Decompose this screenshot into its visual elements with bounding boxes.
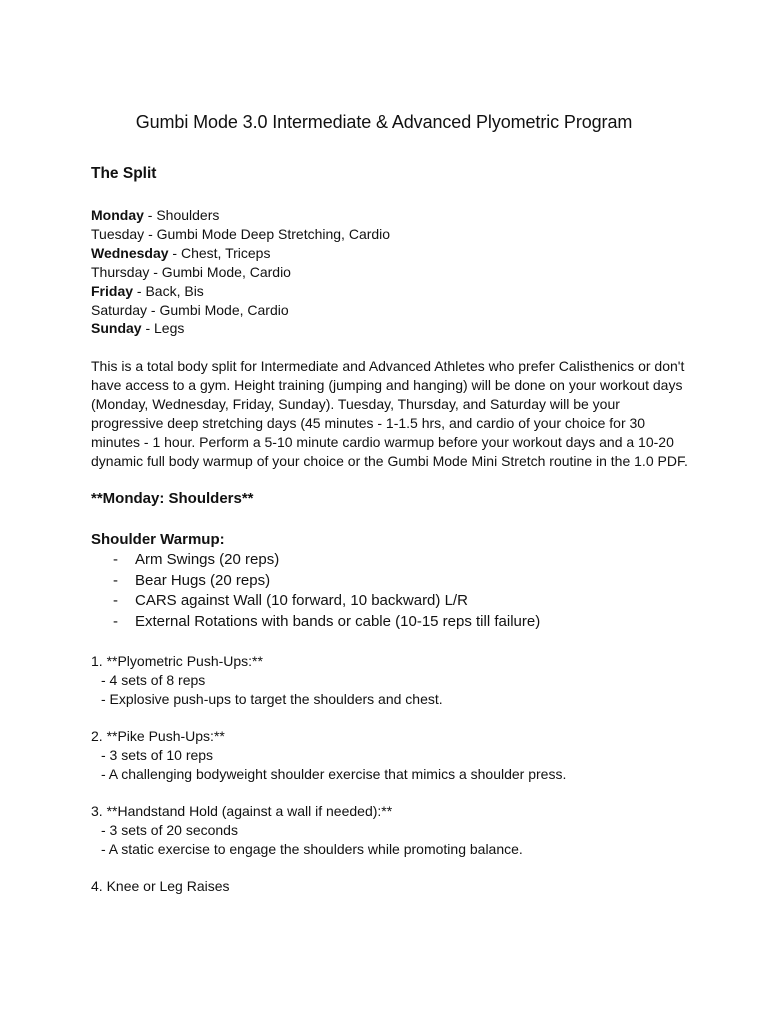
schedule-row xyxy=(91,301,691,320)
schedule-focus: - Shoulders xyxy=(143,207,220,223)
exercise-description: - A challenging bodyweight shoulder exercise that mimics a shoulder press. xyxy=(101,766,567,783)
exercise-name: 3. **Handstand Hold (against a wall if needed):** xyxy=(91,803,393,820)
schedule-list xyxy=(91,206,691,338)
intro-paragraph: This is a total body split for Intermediate and Advanced Athletes who prefer Calisthenics or don't have access to a gym. Height training (jumping and hanging) will be done on your workout days (Monday, Wednesday, Friday, Sunday). Tuesday, Thursday, and Saturday will be your progressive deep stretching days (45 minutes - 1-1.5 hrs, and cardio of your choice for 30 minutes - 1 hour. Perform a 5-10 minute cardio warmup before your workout days and a 10-20 dynamic full body warmup of your choice or the Gumbi Mode Mini Stretch routine in the 1.0 PDF. xyxy=(91,358,688,470)
bullet-dash: - xyxy=(113,571,118,589)
schedule-row xyxy=(91,244,691,263)
schedule-day: Friday xyxy=(91,282,134,299)
list-item xyxy=(91,612,691,633)
schedule-focus: - Back, Bis xyxy=(133,282,204,299)
exercise-name: 2. **Pike Push-Ups:** xyxy=(91,728,225,745)
monday-heading: **Monday: Shoulders** xyxy=(91,490,254,508)
list-item xyxy=(91,591,691,612)
schedule-day: Wednesday xyxy=(91,244,169,261)
bullet-dash: - xyxy=(113,551,118,569)
bullet-dash: - xyxy=(113,592,118,610)
schedule-focus: - Chest, Triceps xyxy=(168,244,271,261)
warmup-item-text: External Rotations with bands or cable (10-15 reps till failure) xyxy=(135,612,541,630)
schedule-row xyxy=(91,319,691,338)
schedule-row xyxy=(91,263,691,282)
warmup-item-text: CARS against Wall (10 forward, 10 backward) L/R xyxy=(135,592,468,610)
exercise-sets: - 3 sets of 20 seconds xyxy=(101,822,238,839)
exercise-block xyxy=(91,802,691,859)
exercise-block xyxy=(91,727,691,784)
document-title: Gumbi Mode 3.0 Intermediate & Advanced Plyometric Program xyxy=(135,112,633,132)
warmup-item-text: Arm Swings (20 reps) xyxy=(135,551,280,569)
schedule-focus: - Gumbi Mode Deep Stretching, Cardio xyxy=(144,225,391,242)
warmup-heading: Shoulder Warmup: xyxy=(91,531,225,549)
schedule-row xyxy=(91,225,691,244)
split-heading: The Split xyxy=(91,165,157,182)
schedule-day: Monday xyxy=(91,207,144,223)
exercise-description: - A static exercise to engage the shoulders while promoting balance. xyxy=(101,841,523,858)
schedule-day: Tuesday xyxy=(91,225,145,242)
warmup-list xyxy=(91,550,691,632)
bullet-dash: - xyxy=(113,612,118,630)
exercise-description: - Explosive push-ups to target the shoulders and chest. xyxy=(101,691,443,708)
schedule-row xyxy=(91,282,691,301)
schedule-day: Thursday xyxy=(91,263,150,280)
schedule-focus: - Gumbi Mode, Cardio xyxy=(147,301,289,318)
exercise-sets: - 3 sets of 10 reps xyxy=(101,747,214,764)
list-item xyxy=(91,550,691,571)
schedule-focus: - Gumbi Mode, Cardio xyxy=(149,263,291,280)
document-body xyxy=(91,163,691,896)
schedule-day: Sunday xyxy=(91,320,142,337)
exercise-name: 1. **Plyometric Push-Ups:** xyxy=(91,653,263,670)
exercise-name: 4. Knee or Leg Raises xyxy=(91,878,230,895)
warmup-item-text: Bear Hugs (20 reps) xyxy=(135,571,271,589)
exercise-block xyxy=(91,652,691,709)
schedule-row xyxy=(91,206,691,225)
list-item xyxy=(91,571,691,592)
schedule-focus: - Legs xyxy=(141,320,185,337)
exercise-sets: - 4 sets of 8 reps xyxy=(101,672,206,689)
schedule-day: Saturday xyxy=(91,301,148,318)
